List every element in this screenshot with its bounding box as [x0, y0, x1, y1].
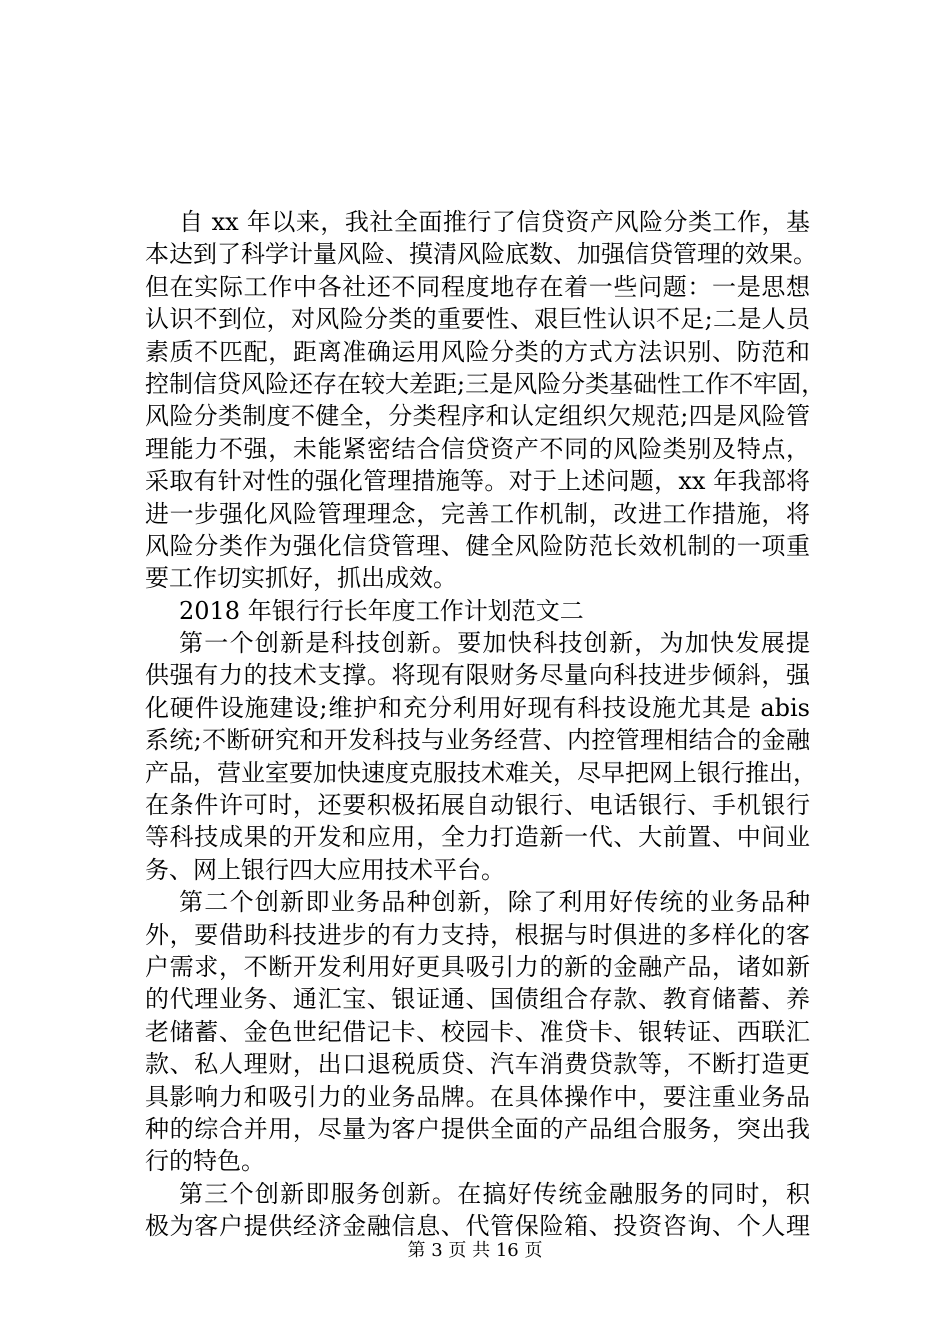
paragraph-line: 供强有力的技术支撑。将现有限财务尽量向科技进步倾斜，强 — [145, 661, 810, 690]
paragraph-line: 行的特色。 — [145, 1147, 265, 1176]
paragraph-line: 系统;不断研究和开发科技与业务经营、内控管理相结合的金融 — [145, 726, 810, 755]
paragraph-line: 本达到了科学计量风险、摸清风险底数、加强信贷管理的效果。 — [145, 240, 817, 269]
paragraph-line: 采取有针对性的强化管理措施等。对于上述问题，xx 年我部将 — [145, 467, 810, 496]
paragraph-line: 老储蓄、金色世纪借记卡、校园卡、准贷卡、银转证、西联汇 — [145, 1017, 810, 1046]
paragraph-line: 进一步强化风险管理理念，完善工作机制，改进工作措施，将 — [145, 499, 810, 528]
paragraph-line: 但在实际工作中各社还不同程度地存在着一些问题：一是思想 — [145, 272, 810, 301]
paragraph-line: 风险分类制度不健全，分类程序和认定组织欠规范;四是风险管 — [145, 402, 810, 431]
paragraph-line: 理能力不强，未能紧密结合信贷资产不同的风险类别及特点， — [145, 434, 810, 463]
paragraph-line: 第一个创新是科技创新。要加快科技创新，为加快发展提 — [179, 629, 810, 658]
paragraph-line: 控制信贷风险还存在较大差距;三是风险分类基础性工作不牢固， — [145, 369, 826, 398]
paragraph-line: 等科技成果的开发和应用，全力打造新一代、大前置、中间业 — [145, 823, 810, 852]
paragraph-line: 认识不到位，对风险分类的重要性、艰巨性认识不足;二是人员 — [145, 305, 810, 334]
paragraph-line: 风险分类作为强化信贷管理、健全风险防范长效机制的一项重 — [145, 531, 810, 560]
paragraph-line: 第二个创新即业务品种创新，除了利用好传统的业务品种 — [179, 888, 810, 917]
paragraph-line: 在条件许可时，还要积极拓展自动银行、电话银行、手机银行 — [145, 791, 810, 820]
paragraph-line: 种的综合并用，尽量为客户提供全面的产品组合服务，突出我 — [145, 1114, 810, 1143]
paragraph-line: 极为客户提供经济金融信息、代管保险箱、投资咨询、个人理 — [145, 1212, 810, 1241]
paragraph-line: 务、网上银行四大应用技术平台。 — [145, 855, 505, 884]
document-body — [145, 206, 826, 1243]
paragraph-line: 款、私人理财，出口退税质贷、汽车消费贷款等，不断打造更 — [145, 1050, 810, 1079]
paragraph-line: 产品，营业室要加快速度克服技术难关，尽早把网上银行推出， — [145, 758, 817, 787]
page-number-footer: 第 3 页 共 16 页 — [407, 1240, 543, 1261]
section-heading: 2018 年银行行长年度工作计划范文二 — [179, 596, 584, 625]
paragraph-line: 自 xx 年以来，我社全面推行了信贷资产风险分类工作，基 — [179, 208, 810, 236]
paragraph-line: 素质不匹配，距离准确运用风险分类的方式方法识别、防范和 — [145, 337, 810, 366]
paragraph-line: 户需求，不断开发利用好更具吸引力的新的金融产品，诸如新 — [145, 952, 810, 981]
paragraph-line: 具影响力和吸引力的业务品牌。在具体操作中，要注重业务品 — [145, 1082, 810, 1111]
paragraph-line: 化硬件设施建设;维护和充分利用好现有科技设施尤其是 abis — [145, 693, 810, 722]
paragraph-line: 的代理业务、通汇宝、银证通、国债组合存款、教育储蓄、养 — [145, 985, 810, 1014]
paragraph-line: 第三个创新即服务创新。在搞好传统金融服务的同时，积 — [179, 1179, 810, 1208]
paragraph-line: 外，要借助科技进步的有力支持，根据与时俱进的多样化的客 — [145, 920, 810, 949]
paragraph-line: 要工作切实抓好，抓出成效。 — [145, 564, 457, 593]
